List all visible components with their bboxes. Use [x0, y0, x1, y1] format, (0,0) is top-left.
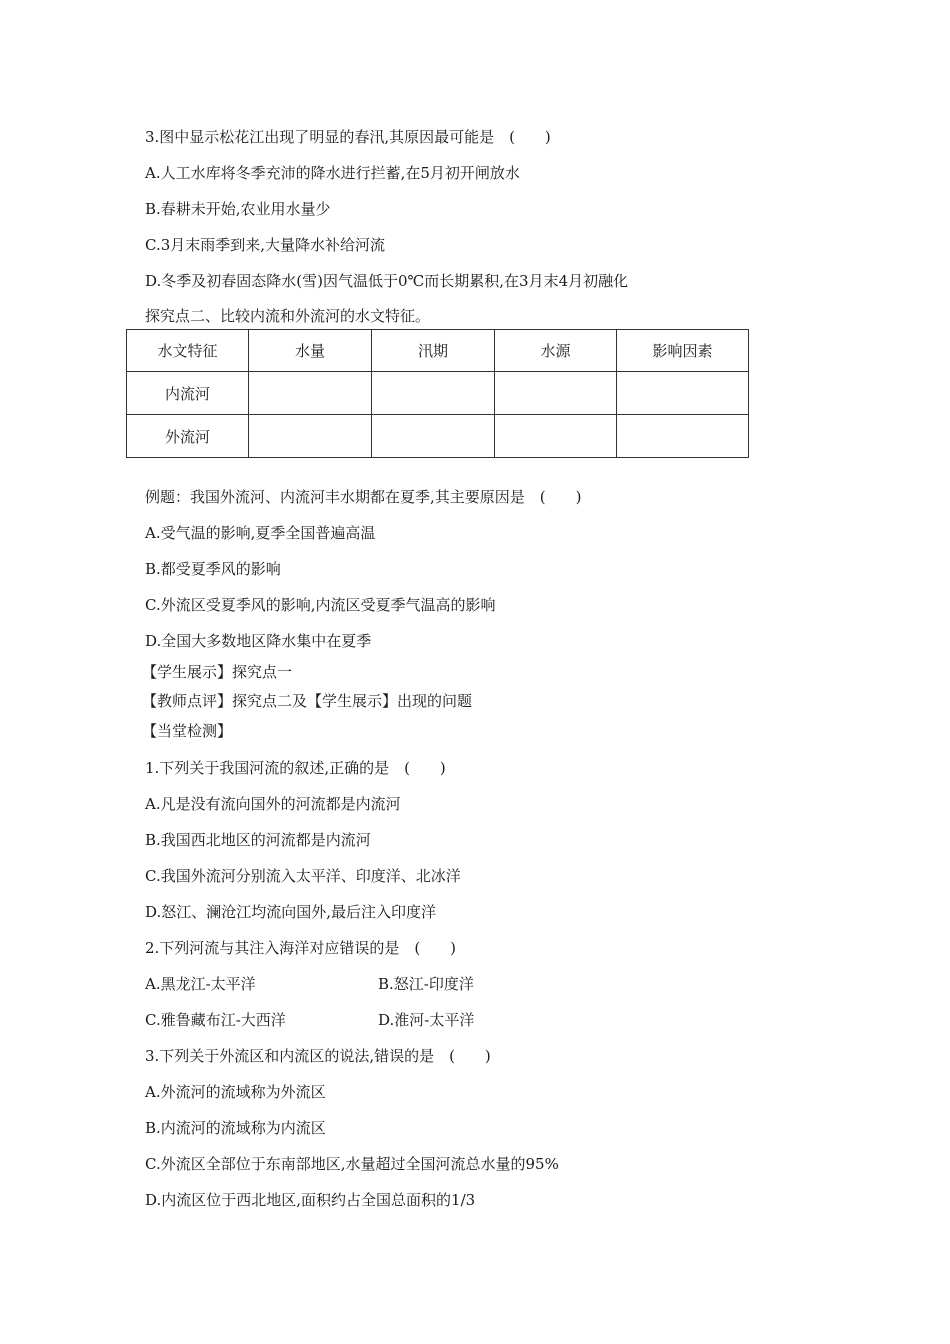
table-header-cell: 影响因素	[617, 330, 749, 372]
table-header-cell: 水源	[495, 330, 617, 372]
test-q3-option-c: C.外流区全部位于东南部地区,水量超过全国河流总水量的95%	[145, 1155, 559, 1173]
table-row	[127, 415, 749, 458]
table-header-row	[127, 330, 749, 372]
question-3-option-a: A.人工水库将冬季充沛的降水进行拦蓄,在5月初开闸放水	[145, 164, 520, 182]
test-q2-stem: 2.下列河流与其注入海洋对应错误的是 ( )	[145, 939, 457, 957]
table-cell	[617, 415, 749, 458]
table-header-cell: 汛期	[372, 330, 495, 372]
example-option-c: C.外流区受夏季风的影响,内流区受夏季气温高的影响	[145, 596, 496, 614]
example-option-a: A.受气温的影响,夏季全国普遍高温	[145, 524, 376, 542]
example-stem: 例题：我国外流河、内流河丰水期都在夏季,其主要原因是 ( )	[145, 488, 582, 506]
hydrology-table	[126, 329, 749, 458]
example-option-d: D.全国大多数地区降水集中在夏季	[145, 632, 372, 650]
table-cell	[495, 415, 617, 458]
table-cell	[495, 372, 617, 415]
table-cell	[372, 415, 495, 458]
test-q1-option-c: C.我国外流河分别流入太平洋、印度洋、北冰洋	[145, 867, 461, 885]
heading-teacher-review: 【教师点评】探究点二及【学生展示】出现的问题	[142, 692, 473, 710]
test-q1-stem: 1.下列关于我国河流的叙述,正确的是 ( )	[145, 759, 446, 777]
heading-class-test: 【当堂检测】	[142, 722, 233, 740]
test-q3-option-d: D.内流区位于西北地区,面积约占全国总面积的1/3	[145, 1191, 476, 1209]
table-cell	[372, 372, 495, 415]
test-q3-option-a: A.外流河的流域称为外流区	[145, 1083, 326, 1101]
table-header-cell: 水文特征	[127, 330, 249, 372]
test-q3-option-b: B.内流河的流域称为内流区	[145, 1119, 326, 1137]
test-q2-option-d: D.淮河-太平洋	[378, 1011, 475, 1029]
table-row	[127, 372, 749, 415]
table-cell	[617, 372, 749, 415]
test-q2-option-a: A.黑龙江-太平洋	[145, 975, 256, 993]
heading-student-show: 【学生展示】探究点一	[142, 663, 293, 681]
table-row-label: 外流河	[127, 415, 249, 458]
table-cell	[249, 372, 372, 415]
question-3-option-c: C.3月末雨季到来,大量降水补给河流	[145, 236, 386, 254]
test-q2-option-b: B.怒江-印度洋	[378, 975, 474, 993]
table-header-cell: 水量	[249, 330, 372, 372]
question-3-option-d: D.冬季及初春固态降水(雪)因气温低于0℃而长期累积,在3月末4月初融化	[145, 272, 629, 290]
example-option-b: B.都受夏季风的影响	[145, 560, 281, 578]
test-q1-option-a: A.凡是没有流向国外的河流都是内流河	[145, 795, 401, 813]
question-3-option-b: B.春耕未开始,农业用水量少	[145, 200, 331, 218]
question-3-stem: 3.图中显示松花江出现了明显的春汛,其原因最可能是 ( )	[145, 128, 551, 146]
section-2-title: 探究点二、比较内流和外流河的水文特征。	[145, 307, 431, 325]
test-q1-option-d: D.怒江、澜沧江均流向国外,最后注入印度洋	[145, 903, 437, 921]
test-q1-option-b: B.我国西北地区的河流都是内流河	[145, 831, 371, 849]
test-q2-option-c: C.雅鲁藏布江-大西洋	[145, 1011, 286, 1029]
table-row-label: 内流河	[127, 372, 249, 415]
test-q3-stem: 3.下列关于外流区和内流区的说法,错误的是 ( )	[145, 1047, 491, 1065]
table-cell	[249, 415, 372, 458]
